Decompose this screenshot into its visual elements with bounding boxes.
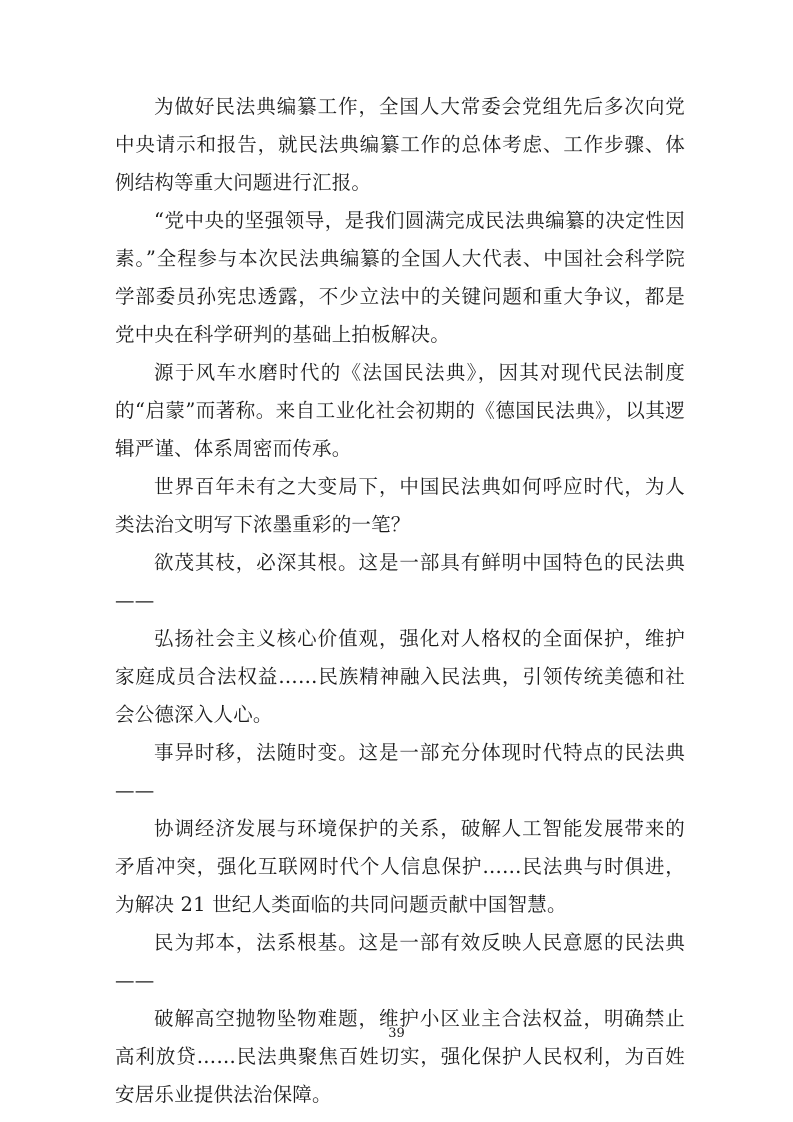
paragraph: 为做好民法典编纂工作，全国人大常委会党组先后多次向党中央请示和报告，就民法典编纂工作的总体考虑、工作步骤、体例结构等重大问题进行汇报。	[115, 95, 685, 194]
page-text-body	[115, 88, 685, 1114]
paragraph: “党中央的坚强领导，是我们圆满完成民法典编纂的决定性因素。”全程参与本次民法典编纂的全国人大代表、中国社会科学院学部委员孙宪忠透露，不少立法中的关键问题和重大争议，都是党中央在科学研判的基础上拍板解决。	[115, 209, 685, 346]
paragraph: 协调经济发展与环境保护的关系，破解人工智能发展带来的矛盾冲突，强化互联网时代个人信息保护……民法典与时俱进，为解决 21 世纪人类面临的共同问题贡献中国智慧。	[115, 817, 685, 916]
paragraph: 事异时移，法随时变。这是一部充分体现时代特点的民法典——	[115, 741, 685, 802]
paragraph: 源于风车水磨时代的《法国民法典》，因其对现代民法制度的“启蒙”而著称。来自工业化社会初期的《德国民法典》，以其逻辑严谨、体系周密而传承。	[115, 361, 685, 460]
paragraph: 世界百年未有之大变局下，中国民法典如何呼应时代，为人类法治文明写下浓墨重彩的一笔？	[115, 475, 685, 536]
paragraph: 欲茂其枝，必深其根。这是一部具有鲜明中国特色的民法典——	[115, 551, 685, 612]
page-number: 39	[388, 1026, 405, 1041]
paragraph: 弘扬社会主义核心价值观，强化对人格权的全面保护，维护家庭成员合法权益……民族精神融入民法典，引领传统美德和社会公德深入人心。	[115, 627, 685, 726]
paragraph: 民为邦本，法系根基。这是一部有效反映人民意愿的民法典——	[115, 931, 685, 992]
paragraph: 破解高空抛物坠物难题，维护小区业主合法权益，明确禁止高利放贷……民法典聚焦百姓切实，强化保护人民权利，为百姓安居乐业提供法治保障。	[115, 1007, 685, 1106]
